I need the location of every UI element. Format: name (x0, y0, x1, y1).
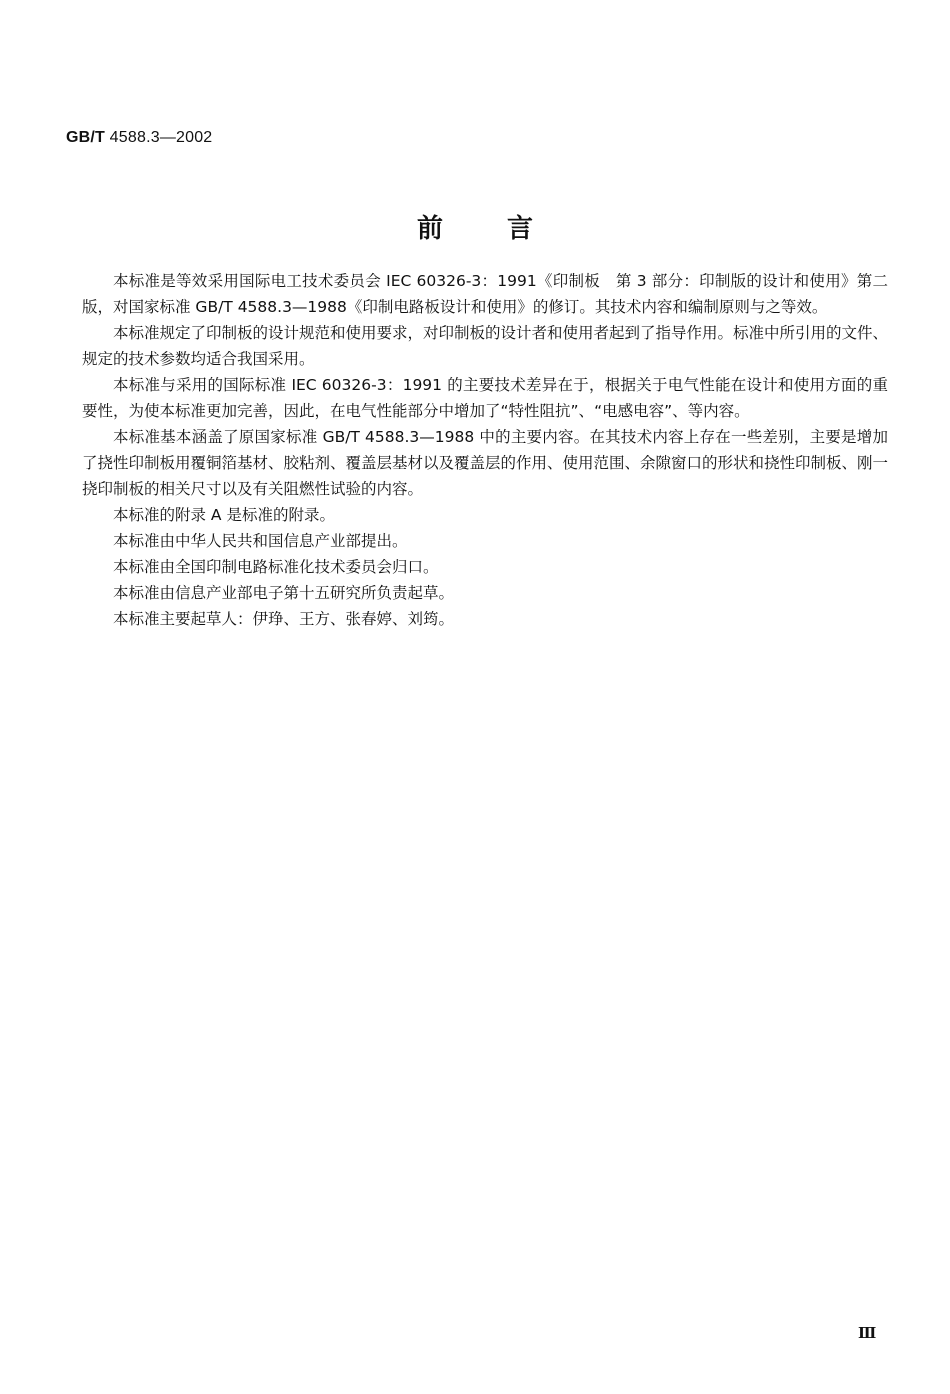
paragraph-scope: 本标准规定了印制板的设计规范和使用要求，对印制板的设计者和使用者起到了指导作用。标准中所引用的文件、规定的技术参数均适合我国采用。 (82, 324, 889, 368)
paragraph-differences: 本标准与采用的国际标准 IEC 60326-3：1991 的主要技术差异在于，根据关于电气性能在设计和使用方面的重要性，为使本标准更加完善，因此，在电气性能部分中增加了“特性阻抗”、“电感电容”、等内容。 (82, 376, 888, 420)
paragraph-proposer: 本标准由中华人民共和国信息产业部提出。 (113, 532, 408, 550)
paragraph-drafters: 本标准主要起草人：伊琤、王方、张春婷、刘筠。 (113, 610, 455, 628)
foreword-body (82, 268, 888, 632)
standard-number: 4588.3—2002 (105, 129, 213, 146)
page-number: Ⅲ (858, 1326, 877, 1342)
page-title: 前言 (416, 214, 597, 244)
paragraph-coverage: 本标准基本涵盖了原国家标准 GB/T 4588.3—1988 中的主要内容。在其技术内容上存在一些差别，主要是增加了挠性印制板用覆铜箔基材、胶粘剂、覆盖层基材以及覆盖层的作用、使用范围、余隙窗口的形状和挠性印制板、刚一挠印制板的相关尺寸以及有关阻燃性试验的内容。 (82, 428, 889, 498)
paragraph-drafting-org: 本标准由信息产业部电子第十五研究所负责起草。 (113, 584, 455, 602)
paragraph-appendix: 本标准的附录 A 是标准的附录。 (113, 506, 335, 524)
standard-code (66, 129, 212, 147)
standard-prefix: GB/T (66, 129, 106, 146)
paragraph-committee: 本标准由全国印制电路标准化技术委员会归口。 (113, 558, 439, 576)
paragraph-adoption: 本标准是等效采用国际电工技术委员会 IEC 60326-3：1991《印制板 第 3 部分：印制版的设计和使用》第二版，对国家标准 GB/T 4588.3—1988《印制电路板设计和使用》的修订。其技术内容和编制原则与之等效。 (82, 272, 888, 316)
